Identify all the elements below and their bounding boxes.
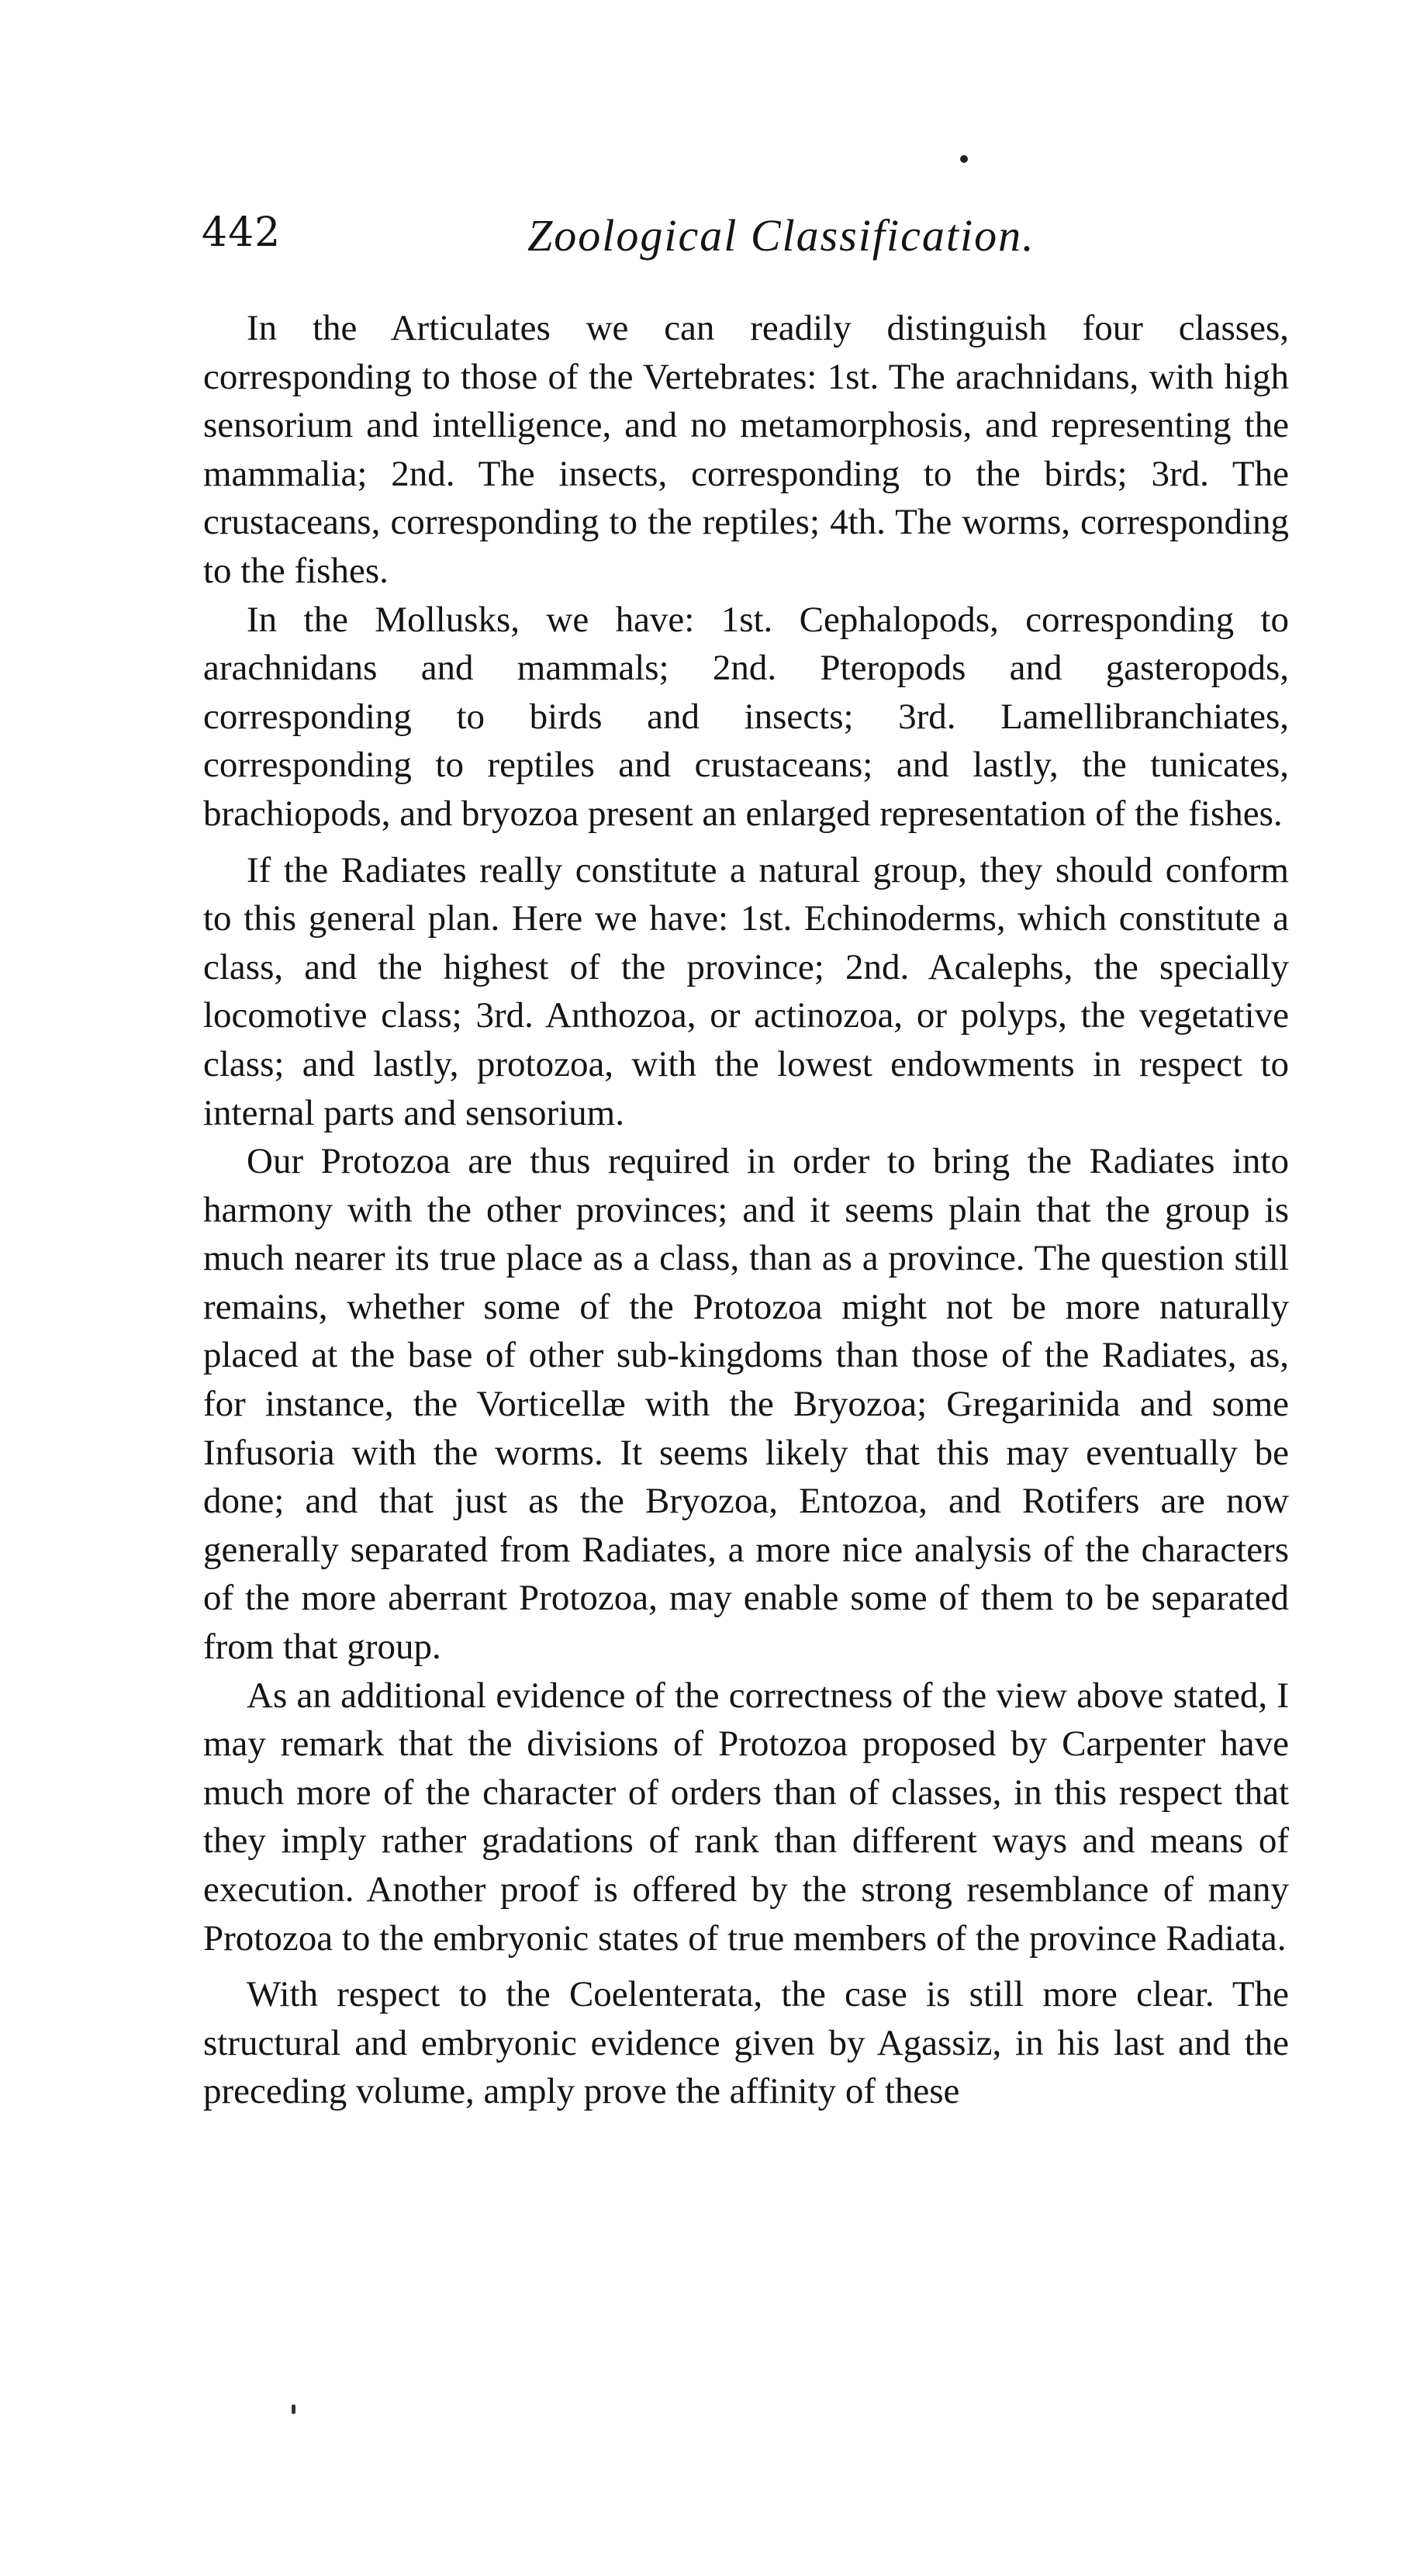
ink-speck: [960, 155, 968, 163]
paragraph-protozoa: Our Protozoa are thus required in order to bring the Radiates into harmony with the other provinces; and it seems plain that the group is much nearer its true place as a class, than as a province. The question still remains, whether some of the Protozoa might not be more naturally placed at the base of other sub-kingdoms than those of the Radiates, as, for instance, the Vorticellæ with the Bryozoa; Gregarinida and some Infusoria with the worms. It seems likely that this may eventually be done; and that just as the Bryozoa, Entozoa, and Rotifers are now generally separated from Radiates, a more nice analysis of the characters of the more aberrant Protozoa, may enable some of them to be separated from that group.: [203, 1141, 1289, 1668]
page-header: [202, 209, 1264, 279]
running-head: Zoological Classification.: [527, 210, 1035, 261]
paragraph-mollusks: In the Mollusks, we have: 1st. Cephalopods, corresponding to arachnidans and mammals; 2nd. Pteropods and gasteropods, corresponding to birds and insects; 3rd. Lamellibranchiates, corresponding to reptiles and crustaceans; and lastly, the tunicates, brachiopods, and bryozoa present an enlarged representation of the fishes.: [203, 599, 1289, 834]
paragraph-radiates: If the Radiates really constitute a natural group, they should conform to this general plan. Here we have: 1st. Echinoderms, which constitute a class, and the highest of the province; 2nd. Acalephs, the specially locomotive class; 3rd. Anthozoa, or actinozoa, or polyps, the vegetative class; and lastly, protozoa, with the lowest endowments in respect to internal parts and sensorium.: [203, 849, 1289, 1133]
paragraph-additional-evidence: As an additional evidence of the correctness of the view above stated, I may remark that the divisions of Protozoa proposed by Carpenter have much more of the character of orders than of classes, in this respect that they imply rather gradations of rank than different ways and means of execution. Another proof is offered by the strong resemblance of many Protozoa to the embryonic states of true members of the province Radiata.: [203, 1675, 1289, 1959]
paragraph-articulates: In the Articulates we can readily distinguish four classes, corresponding to those of the Vertebrates: 1st. The arachnidans, with high sensorium and intelligence, and no metamorphosis, and representing the mammalia; 2nd. The insects, corresponding to the birds; 3rd. The crustaceans, corresponding to the reptiles; 4th. The worms, corresponding to the fishes.: [203, 308, 1289, 591]
paragraph-coelenterata: With respect to the Coelenterata, the case is still more clear. The structural and embryonic evidence given by Agassiz, in his last and the preceding volume, amply prove the affinity of these: [203, 1974, 1289, 2112]
ink-speck-bottom: [292, 2405, 295, 2414]
page-number: 442: [202, 209, 282, 256]
body-text: [203, 304, 1289, 2116]
